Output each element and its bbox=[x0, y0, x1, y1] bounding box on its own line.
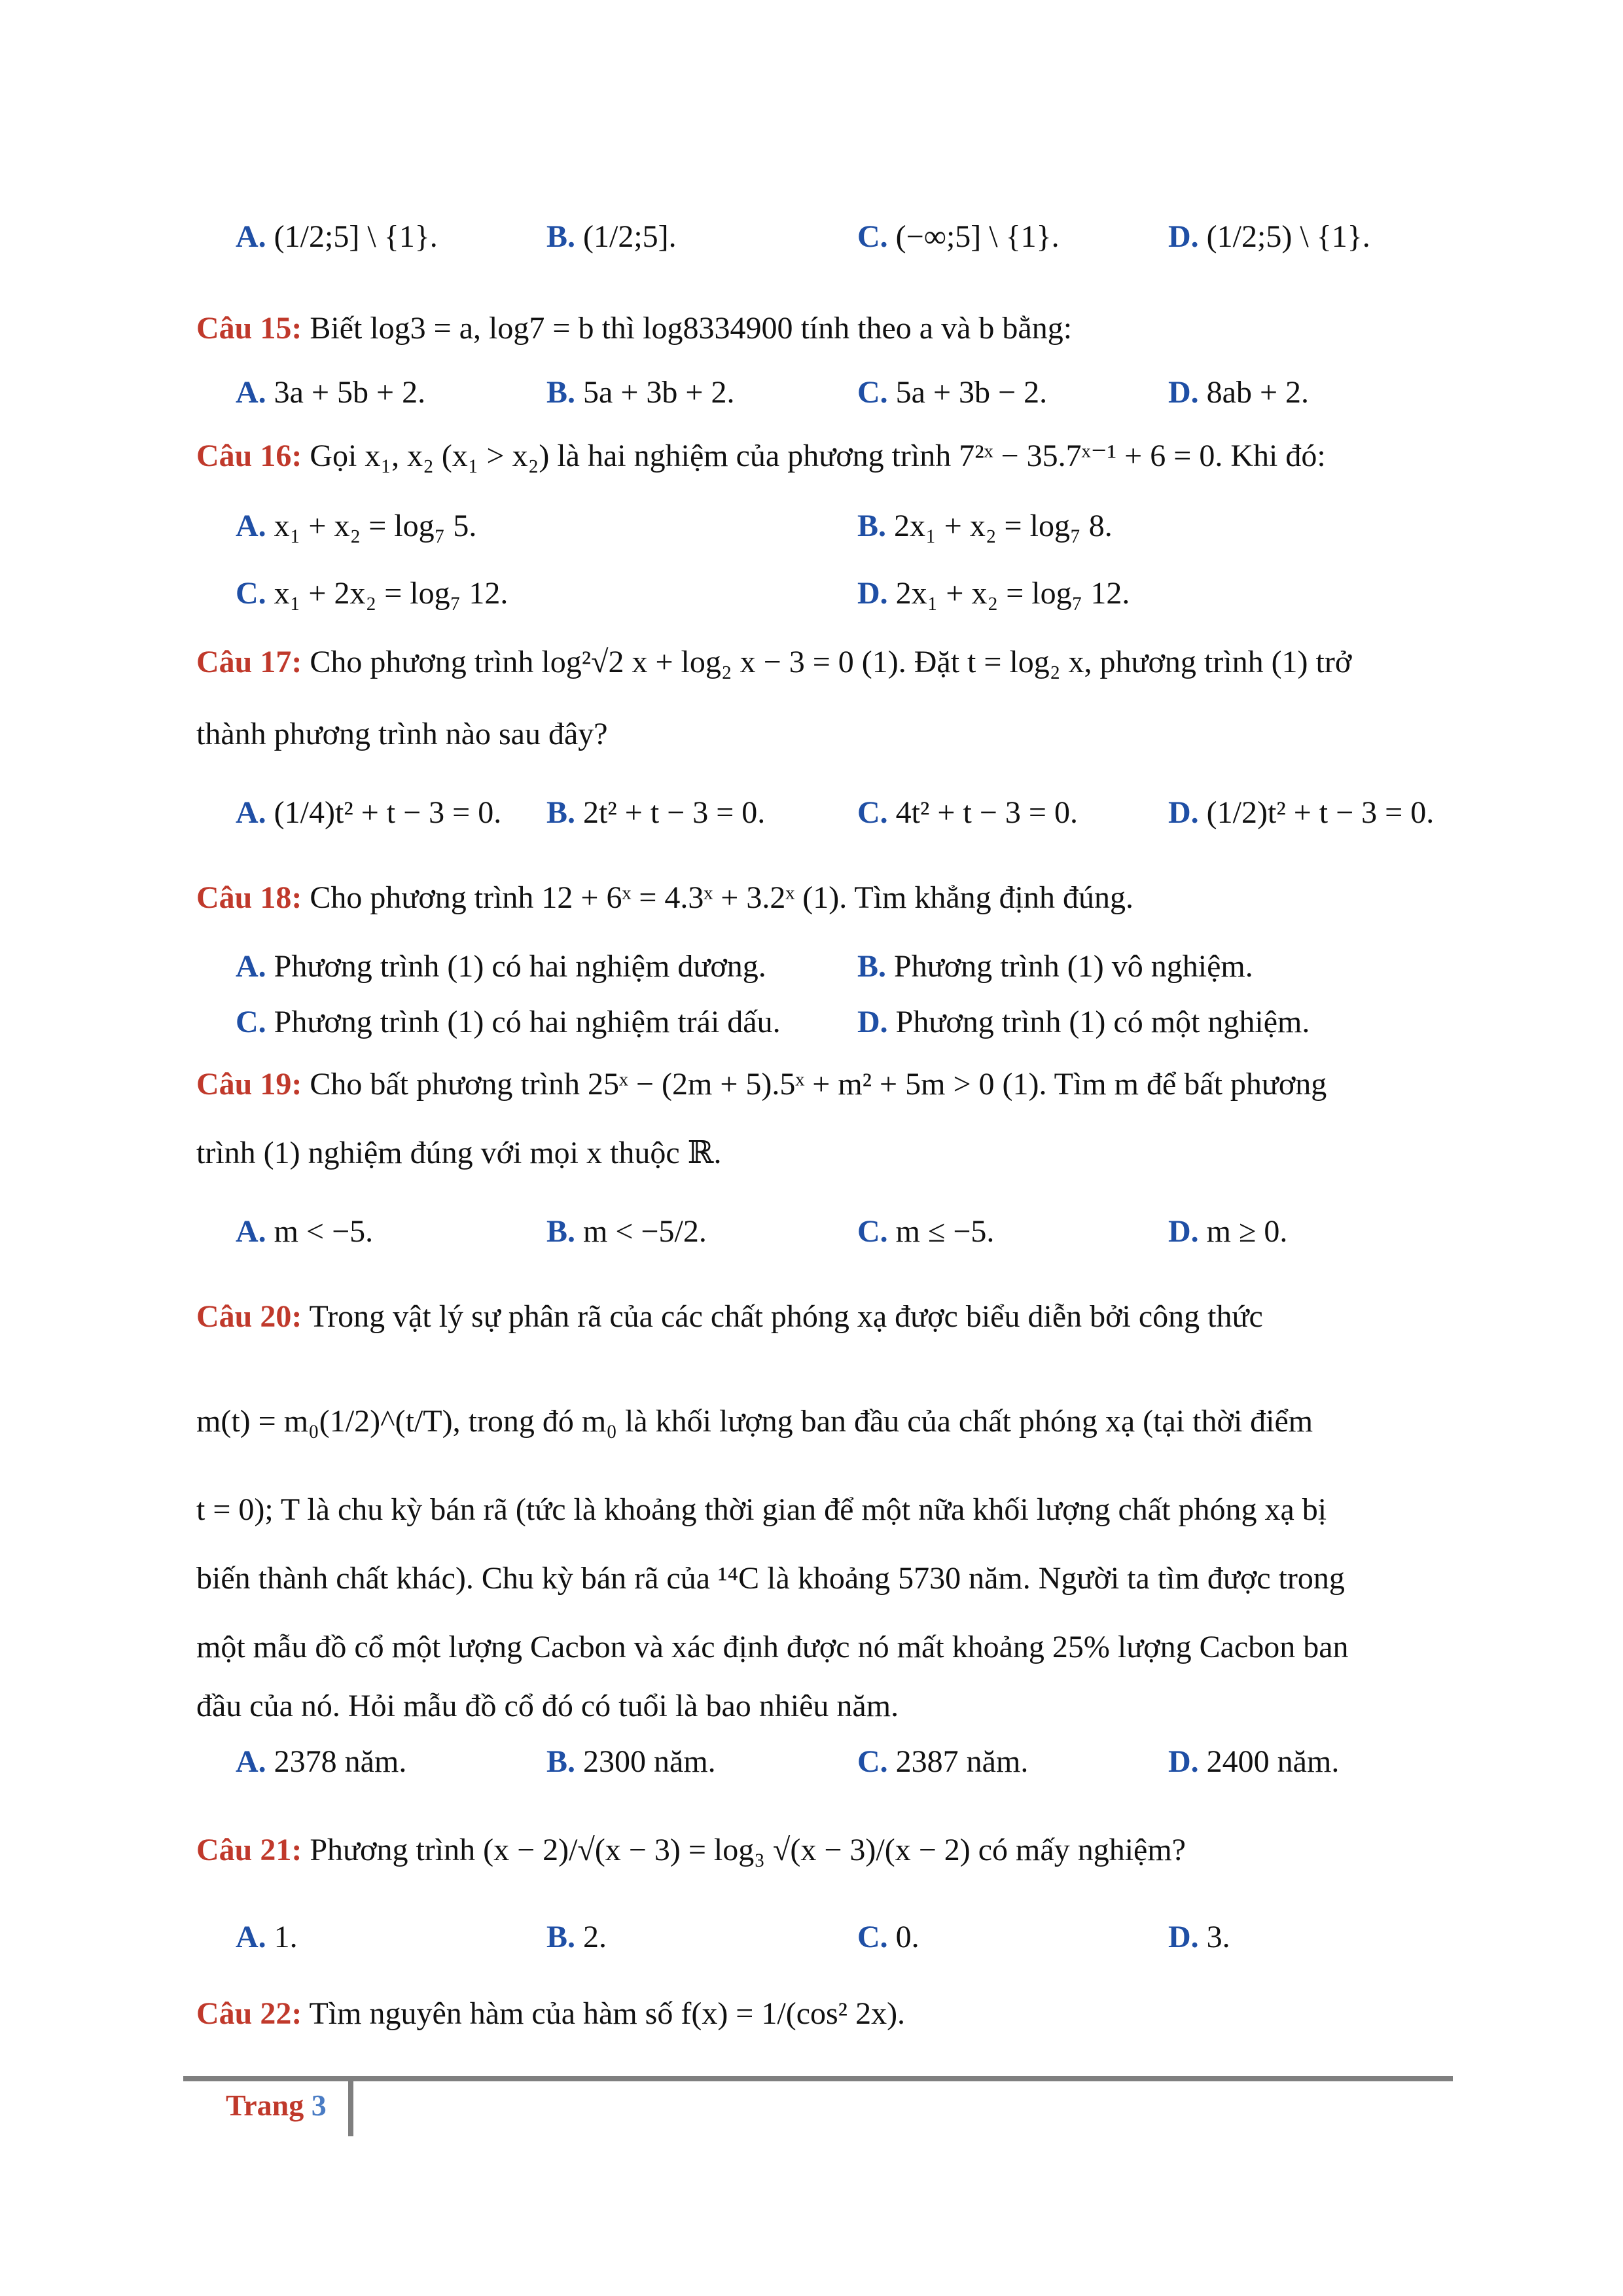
question-22 bbox=[196, 1993, 1440, 2035]
question-20 bbox=[196, 1296, 1440, 1338]
question-label: Câu 20: bbox=[196, 1299, 302, 1334]
question-label: Câu 15: bbox=[196, 311, 302, 346]
footer-divider bbox=[183, 2076, 1453, 2081]
option-c[interactable]: C. 0. bbox=[857, 1920, 919, 1954]
question-label: Câu 18: bbox=[196, 880, 302, 915]
option-a[interactable]: A. 2378 năm. bbox=[236, 1744, 407, 1779]
option-b[interactable]: B. 2300 năm. bbox=[546, 1744, 716, 1779]
option-b[interactable]: B. 5a + 3b + 2. bbox=[546, 375, 735, 410]
option-a[interactable]: A. x₁ + x₂ = log₇ 5. bbox=[236, 509, 477, 543]
question-label: Câu 19: bbox=[196, 1067, 302, 1102]
page-footer bbox=[226, 2088, 327, 2123]
footer-vertical-divider bbox=[348, 2081, 353, 2136]
page-label: Trang bbox=[226, 2089, 304, 2122]
option-c[interactable]: C. (−∞;5] \ {1}. bbox=[857, 219, 1060, 254]
question-text: Tìm nguyên hàm của hàm số f(x) = 1/(cos² 2x). bbox=[309, 1996, 906, 2031]
question-label: Câu 17: bbox=[196, 645, 302, 679]
question-text: Gọi x₁, x₂ (x₁ > x₂) là hai nghiệm của phương trình 7²ˣ − 35.7ˣ⁻¹ + 6 = 0. Khi đó: bbox=[310, 439, 1326, 473]
question-text: Phương trình (x − 2)/√(x − 3) = log₃ √(x − 3)/(x − 2) có mấy nghiệm? bbox=[310, 1833, 1186, 1867]
option-c[interactable]: C. x₁ + 2x₂ = log₇ 12. bbox=[236, 576, 508, 611]
option-b[interactable]: B. 2x₁ + x₂ = log₇ 8. bbox=[857, 509, 1113, 543]
option-d[interactable]: D. 8ab + 2. bbox=[1168, 375, 1310, 410]
question-19-cont bbox=[196, 1132, 1440, 1174]
question-text-cont: trình (1) nghiệm đúng với mọi x thuộc ℝ. bbox=[196, 1136, 722, 1170]
question-text-cont: t = 0); T là chu kỳ bán rã (tức là khoảng thời gian để một nữa khối lượng chất phóng xạ bị bbox=[196, 1492, 1327, 1527]
option-d[interactable]: D. 2400 năm. bbox=[1168, 1744, 1340, 1779]
option-a[interactable]: A. m < −5. bbox=[236, 1214, 374, 1249]
option-b[interactable]: B. (1/2;5]. bbox=[546, 219, 677, 254]
option-b[interactable]: B. Phương trình (1) vô nghiệm. bbox=[857, 949, 1253, 984]
option-d[interactable]: D. 3. bbox=[1168, 1920, 1230, 1954]
question-text: Biết log3 = a, log7 = b thì log8334900 tính theo a và b bằng: bbox=[310, 311, 1073, 346]
question-20-line2 bbox=[196, 1401, 1440, 1443]
option-c[interactable]: C. Phương trình (1) có hai nghiệm trái dấu. bbox=[236, 1005, 781, 1039]
question-label: Câu 16: bbox=[196, 439, 302, 473]
option-c[interactable]: C. 4t² + t − 3 = 0. bbox=[857, 795, 1078, 830]
question-text: Cho bất phương trình 25ˣ − (2m + 5).5ˣ + m² + 5m > 0 (1). Tìm m để bất phương bbox=[310, 1067, 1327, 1102]
question-text: Cho phương trình 12 + 6ˣ = 4.3ˣ + 3.2ˣ (1). Tìm khẳng định đúng. bbox=[310, 880, 1133, 915]
question-text-cont: biến thành chất khác). Chu kỳ bán rã của ¹⁴C là khoảng 5730 năm. Người ta tìm được trong bbox=[196, 1561, 1345, 1596]
question-15 bbox=[196, 308, 1440, 350]
option-a[interactable]: A. (1/4)t² + t − 3 = 0. bbox=[236, 795, 502, 830]
question-17-cont bbox=[196, 713, 1440, 755]
option-d[interactable]: D. 2x₁ + x₂ = log₇ 12. bbox=[857, 576, 1130, 611]
question-17 bbox=[196, 641, 1440, 683]
question-text-cont: m(t) = m₀(1/2)^(t/T), trong đó m₀ là khối lượng ban đầu của chất phóng xạ (tại thời điểm bbox=[196, 1404, 1313, 1439]
option-a[interactable]: A. (1/2;5] \ {1}. bbox=[236, 219, 438, 254]
option-c[interactable]: C. 2387 năm. bbox=[857, 1744, 1029, 1779]
option-c[interactable]: C. m ≤ −5. bbox=[857, 1214, 995, 1249]
question-18 bbox=[196, 877, 1440, 919]
option-d[interactable]: D. m ≥ 0. bbox=[1168, 1214, 1288, 1249]
question-text-cont: đầu của nó. Hỏi mẫu đồ cổ đó có tuổi là bao nhiêu năm. bbox=[196, 1689, 899, 1723]
option-a[interactable]: A. 3a + 5b + 2. bbox=[236, 375, 426, 410]
option-d[interactable]: D. (1/2)t² + t − 3 = 0. bbox=[1168, 795, 1435, 830]
option-b[interactable]: B. m < −5/2. bbox=[546, 1214, 707, 1249]
question-text-cont: một mẫu đồ cổ một lượng Cacbon và xác định được nó mất khoảng 25% lượng Cacbon ban bbox=[196, 1630, 1349, 1664]
question-text: Cho phương trình log²√2 x + log₂ x − 3 = 0 (1). Đặt t = log₂ x, phương trình (1) trở bbox=[310, 645, 1352, 679]
option-c[interactable]: C. 5a + 3b − 2. bbox=[857, 375, 1048, 410]
question-text: Trong vật lý sự phân rã của các chất phóng xạ được biểu diễn bởi công thức bbox=[309, 1299, 1263, 1334]
question-20-line4 bbox=[196, 1558, 1440, 1600]
option-b[interactable]: B. 2t² + t − 3 = 0. bbox=[546, 795, 766, 830]
question-text-cont: thành phương trình nào sau đây? bbox=[196, 717, 608, 751]
option-d[interactable]: D. (1/2;5) \ {1}. bbox=[1168, 219, 1370, 254]
question-label: Câu 22: bbox=[196, 1996, 302, 2031]
option-d[interactable]: D. Phương trình (1) có một nghiệm. bbox=[857, 1005, 1310, 1039]
question-19 bbox=[196, 1064, 1440, 1105]
question-20-line6 bbox=[196, 1685, 1440, 1727]
question-label: Câu 21: bbox=[196, 1833, 302, 1867]
page-number: 3 bbox=[311, 2089, 327, 2122]
question-16 bbox=[196, 435, 1440, 477]
question-20-line3 bbox=[196, 1489, 1440, 1531]
question-21 bbox=[196, 1829, 1440, 1871]
option-a[interactable]: A. Phương trình (1) có hai nghiệm dương. bbox=[236, 949, 766, 984]
option-b[interactable]: B. 2. bbox=[546, 1920, 607, 1954]
option-a[interactable]: A. 1. bbox=[236, 1920, 298, 1954]
question-20-line5 bbox=[196, 1626, 1440, 1668]
